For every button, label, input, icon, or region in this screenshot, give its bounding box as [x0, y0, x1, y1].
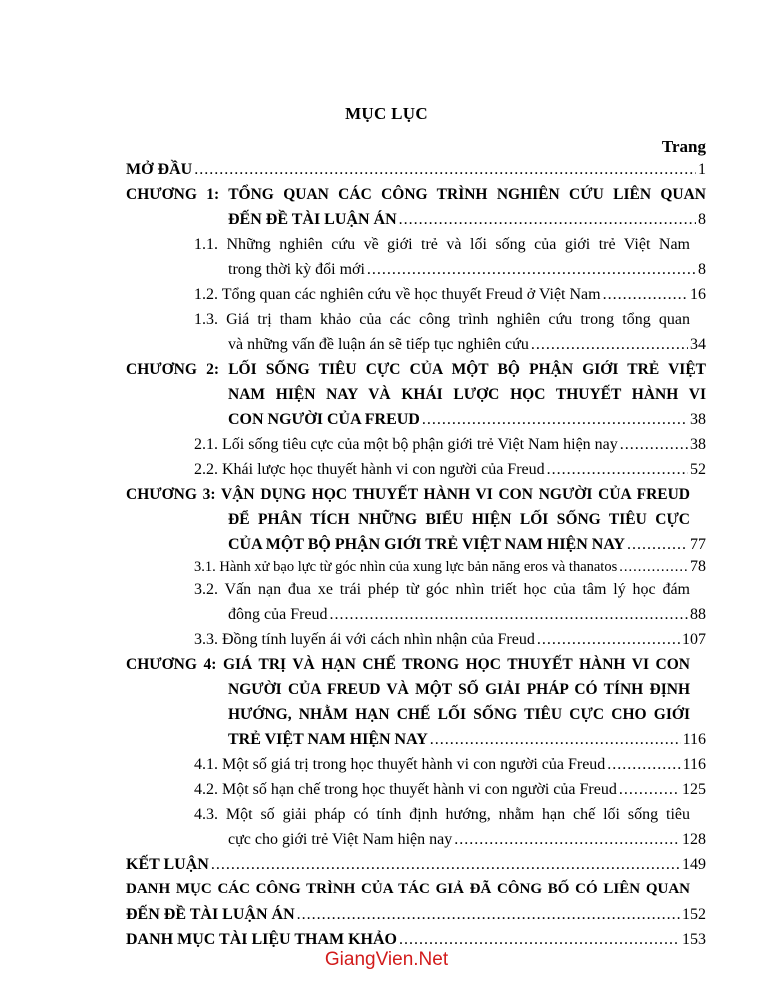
- toc-entry-label: 3.3. Đồng tính luyến ái với cách nhìn nhận của Freud: [194, 631, 535, 648]
- toc-entry-label: trong thời kỳ đổi mới: [228, 261, 365, 278]
- toc-entry-label: MỞ ĐẦU: [126, 161, 193, 178]
- toc-entry-label: 2.1. Lối sống tiêu cực của một bộ phận giới trẻ Việt Nam hiện nay: [194, 436, 618, 453]
- toc-entry-publications[interactable]: [126, 906, 706, 924]
- toc-section-1-1[interactable]: [228, 261, 706, 279]
- toc-entry-label: DANH MỤC TÀI LIỆU THAM KHẢO: [126, 931, 397, 948]
- toc-entry-label: ĐẾN ĐỀ TÀI LUẬN ÁN: [126, 906, 295, 923]
- toc-section-4-3-line1[interactable]: 4.3. Một số giải pháp có tính định hướng, nhằm hạn chế lối sống tiêu: [194, 806, 690, 823]
- toc-section-1-3[interactable]: [228, 336, 706, 354]
- toc-chapter-3[interactable]: [228, 536, 706, 554]
- toc-chapter-4-line1[interactable]: CHƯƠNG 4: GIÁ TRỊ VÀ HẠN CHẾ TRONG HỌC THUYẾT HÀNH VI CON: [126, 656, 690, 673]
- toc-chapter-2-line1[interactable]: CHƯƠNG 2: LỐI SỐNG TIÊU CỰC CỦA MỘT BỘ PHẬN GIỚI TRẺ VIỆT: [126, 361, 706, 378]
- toc-leader-dots: [399, 931, 680, 949]
- toc-leader-dots: [607, 756, 680, 774]
- toc-section-2-1[interactable]: [194, 436, 706, 454]
- toc-section-3-2[interactable]: [228, 606, 706, 624]
- watermark-text: GiangVien.Net: [324, 949, 449, 970]
- toc-entry-label: đông của Freud: [228, 606, 328, 623]
- toc-page-number: 88: [690, 606, 706, 623]
- toc-section-2-2[interactable]: [194, 461, 706, 479]
- toc-entry-label: TRẺ VIỆT NAM HIỆN NAY: [228, 731, 428, 748]
- toc-entry-label: CỦA MỘT BỘ PHẬN GIỚI TRẺ VIỆT NAM HIỆN NAY: [228, 536, 625, 553]
- toc-page-number: 116: [682, 756, 706, 773]
- toc-leader-dots: [619, 559, 688, 576]
- toc-leader-dots: [531, 336, 688, 354]
- toc-section-1-3-line1[interactable]: 1.3. Giá trị tham khảo của các công trình nghiên cứu trong tổng quan: [194, 311, 690, 328]
- toc-leader-dots: [454, 831, 680, 849]
- toc-page-number: 149: [682, 856, 706, 873]
- toc-entry-label: KẾT LUẬN: [126, 856, 209, 873]
- toc-entry-label: cực cho giới trẻ Việt Nam hiện nay: [228, 831, 453, 848]
- toc-page-number: 78: [690, 558, 706, 575]
- toc-leader-dots: [537, 631, 680, 649]
- toc-chapter-1[interactable]: [228, 211, 706, 229]
- toc-section-3-3[interactable]: [194, 631, 706, 649]
- toc-page-number: 8: [698, 211, 706, 228]
- toc-chapter-3-line1[interactable]: CHƯƠNG 3: VẬN DỤNG HỌC THUYẾT HÀNH VI CON NGƯỜI CỦA FREUD: [126, 486, 690, 503]
- toc-page-number: 107: [682, 631, 706, 648]
- toc-section-4-2[interactable]: [194, 781, 706, 799]
- toc-leader-dots: [297, 906, 680, 924]
- toc-page-number: 38: [690, 436, 706, 453]
- toc-leader-dots: [430, 731, 681, 749]
- toc-leader-dots: [547, 461, 688, 479]
- toc-page-number: 16: [690, 286, 706, 303]
- toc-entry-label: và những vấn đề luận án sẽ tiếp tục nghiên cứu: [228, 336, 529, 353]
- toc-section-3-2-line1[interactable]: 3.2. Vấn nạn đua xe trái phép từ góc nhìn triết học của tâm lý học đám: [194, 581, 690, 598]
- toc-page-number: 8: [698, 261, 706, 278]
- toc-page-number: 128: [682, 831, 706, 848]
- toc-chapter-4[interactable]: [228, 731, 706, 749]
- toc-page-number: 52: [690, 461, 706, 478]
- toc-page-number: 116: [682, 731, 706, 748]
- toc-entry-label: 1.2. Tổng quan các nghiên cứu về học thuyết Freud ở Việt Nam: [194, 286, 601, 303]
- toc-page-number: 152: [682, 906, 706, 923]
- toc-page-number: 153: [682, 931, 706, 948]
- toc-leader-dots: [367, 261, 696, 279]
- toc-leader-dots: [627, 536, 688, 554]
- toc-leader-dots: [330, 606, 688, 624]
- toc-chapter-2-line2[interactable]: NAM HIỆN NAY VÀ KHÁI LƯỢC HỌC THUYẾT HÀNH VI: [228, 386, 706, 403]
- toc-entry-mo-dau[interactable]: [126, 161, 706, 179]
- toc-chapter-3-line2[interactable]: ĐỂ PHÂN TÍCH NHỮNG BIỂU HIỆN LỐI SỐNG TIÊU CỰC: [228, 511, 690, 528]
- toc-page-number: 38: [690, 411, 706, 428]
- toc-entry-label: CON NGƯỜI CỦA FREUD: [228, 411, 420, 428]
- toc-page-number: 77: [690, 536, 706, 553]
- toc-chapter-4-line2[interactable]: NGƯỜI CỦA FREUD VÀ MỘT SỐ GIẢI PHÁP CÓ TÍNH ĐỊNH: [228, 681, 690, 698]
- toc-section-4-1[interactable]: [194, 756, 706, 774]
- toc-page-number: 1: [698, 161, 706, 178]
- toc-entry-label: 4.2. Một số hạn chế trong học thuyết hành vi con người của Freud: [194, 781, 617, 798]
- toc-entry-label: 3.1. Hành xử bạo lực từ góc nhìn của xung lực bản năng eros và thanatos: [194, 559, 618, 575]
- toc-chapter-4-line3[interactable]: HƯỚNG, NHẰM HẠN CHẾ LỐI SỐNG TIÊU CỰC CHO GIỚI: [228, 706, 690, 723]
- toc-leader-dots: [422, 411, 688, 429]
- toc-section-3-1[interactable]: [194, 558, 706, 576]
- toc-section-4-3[interactable]: [228, 831, 706, 849]
- toc-leader-dots: [620, 436, 688, 454]
- toc-entry-references[interactable]: [126, 931, 706, 949]
- toc-page-number: 125: [682, 781, 706, 798]
- toc-entry-label: 4.1. Một số giá trị trong học thuyết hành vi con người của Freud: [194, 756, 606, 773]
- toc-section-1-2[interactable]: [194, 286, 706, 304]
- toc-leader-dots: [603, 286, 688, 304]
- toc-title: MỤC LỤC: [345, 104, 428, 123]
- toc-leader-dots: [211, 856, 680, 874]
- toc-entry-ket-luan[interactable]: [126, 856, 706, 874]
- toc-entry-label: 2.2. Khái lược học thuyết hành vi con người của Freud: [194, 461, 545, 478]
- toc-leader-dots: [619, 781, 680, 799]
- toc-chapter-1-line1[interactable]: CHƯƠNG 1: TỔNG QUAN CÁC CÔNG TRÌNH NGHIÊN CỨU LIÊN QUAN: [126, 186, 706, 203]
- toc-publications-line1[interactable]: DANH MỤC CÁC CÔNG TRÌNH CỦA TÁC GIẢ ĐÃ CÔNG BỐ CÓ LIÊN QUAN: [126, 881, 690, 897]
- toc-section-1-1-line1[interactable]: 1.1. Những nghiên cứu về giới trẻ và lối sống của giới trẻ Việt Nam: [194, 236, 690, 253]
- toc-page-number: 34: [690, 336, 706, 353]
- page-column-header: Trang: [661, 137, 706, 156]
- toc-leader-dots: [399, 211, 696, 229]
- toc-chapter-2[interactable]: [228, 411, 706, 429]
- toc-entry-label: ĐẾN ĐỀ TÀI LUẬN ÁN: [228, 211, 397, 228]
- toc-leader-dots: [194, 161, 696, 179]
